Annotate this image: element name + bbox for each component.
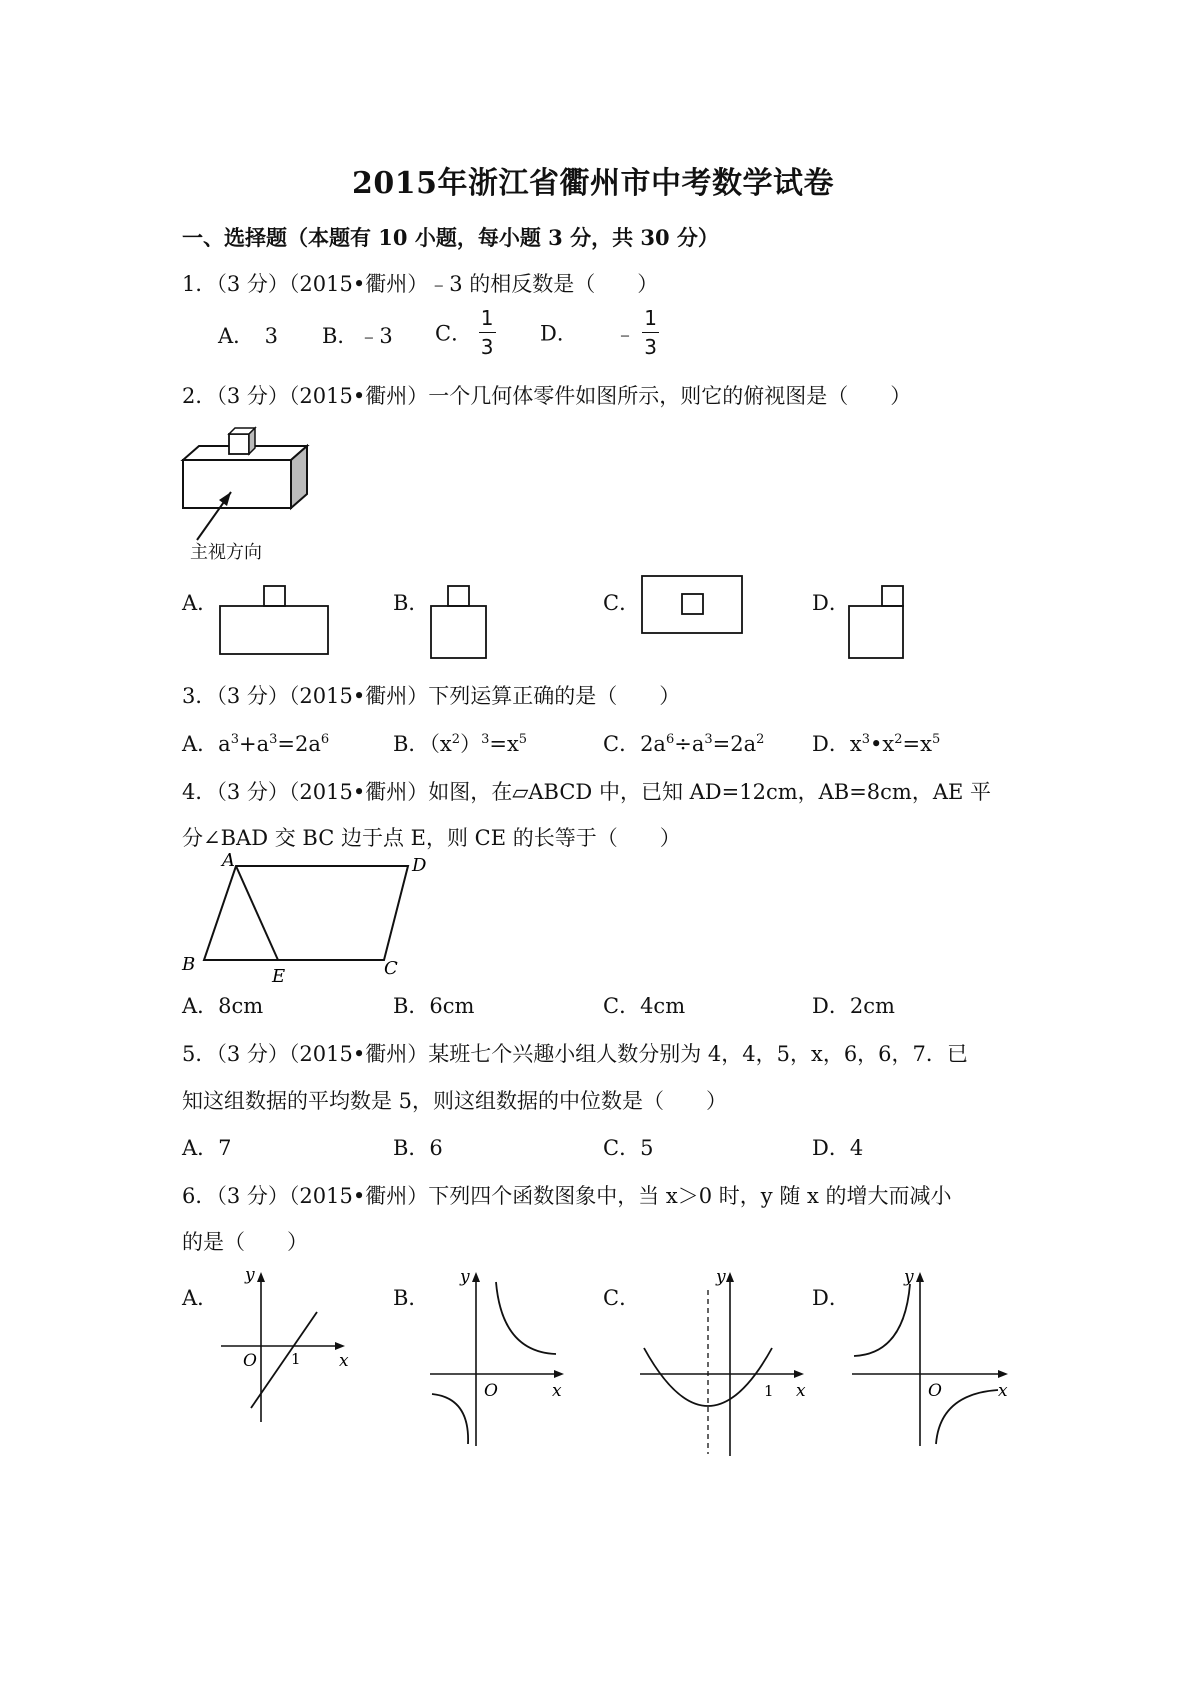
- svg-text:y: y: [245, 1265, 255, 1285]
- question-6-option-a: A．: [182, 1286, 219, 1310]
- vertex-label-c: C: [384, 958, 398, 979]
- question-1-option-a: A． 3: [218, 324, 279, 348]
- question-4-option-d: D．2cm: [812, 994, 895, 1018]
- svg-text:1: 1: [764, 1382, 774, 1400]
- question-6-stem-line-2: 的是（ ）: [182, 1230, 308, 1254]
- option-label: D．: [540, 321, 578, 346]
- option-c-shape: [638, 572, 748, 637]
- question-5-option-d: D．4: [812, 1136, 864, 1160]
- page-title: 2015年浙江省衢州市中考数学试卷: [352, 166, 834, 201]
- question-6-option-c: C．: [603, 1286, 641, 1310]
- graph-d-inverse: [848, 1262, 1028, 1452]
- question-5-option-c: C．5: [603, 1136, 654, 1160]
- question-4-stem-line-2: 分∠BAD 交 BC 边于点 E，则 CE 的长等于（ ）: [182, 826, 681, 850]
- question-4-option-a: A．8cm: [182, 994, 264, 1018]
- option-a-shape: [218, 580, 333, 660]
- svg-text:1: 1: [291, 1350, 301, 1368]
- svg-text:O: O: [928, 1381, 942, 1401]
- question-5-stem-line-1: 5．（3 分）（2015•衢州）某班七个兴趣小组人数分别为 4，4，5，x，6，6，7．已: [182, 1042, 968, 1066]
- graph-b-inverse: [426, 1262, 576, 1452]
- svg-text:x: x: [552, 1381, 562, 1401]
- question-2-stem: 2．（3 分）（2015•衢州）一个几何体零件如图所示，则它的俯视图是（ ）: [182, 384, 912, 408]
- figure-caption: 主视方向: [190, 542, 262, 563]
- question-4-option-b: B．6cm: [393, 994, 475, 1018]
- question-1-stem: 1．（3 分）（2015•衢州）﹣3 的相反数是（ ）: [182, 272, 659, 296]
- svg-text:y: y: [904, 1267, 914, 1287]
- option-d-shape: [846, 580, 916, 662]
- question-3-option-d: D．$x^3•x^2=x^5$: [812, 732, 941, 756]
- question-1-option-b: B．﹣3: [322, 324, 393, 348]
- option-b-shape: [428, 580, 498, 662]
- option-label: C．: [435, 321, 473, 346]
- question-3-option-b: B．$(x^2)^3=x^5$: [393, 732, 528, 756]
- question-2-option-d: D．: [812, 591, 850, 615]
- question-6-option-d: D．: [812, 1286, 850, 1310]
- svg-text:O: O: [484, 1381, 498, 1401]
- question-1-option-c: [435, 308, 496, 357]
- question-6-option-b: B．: [393, 1286, 430, 1310]
- question-5-option-a: A．7: [182, 1136, 232, 1160]
- question-2-option-b: B．: [393, 591, 430, 615]
- vertex-label-d: D: [412, 855, 427, 876]
- svg-text:x: x: [339, 1351, 349, 1371]
- minus-sign: ﹣: [614, 321, 636, 346]
- question-3-option-a: A．$a^3+a^3=2a^6$: [182, 732, 330, 756]
- section-heading: 一、选择题（本题有 10 小题，每小题 3 分，共 30 分）: [182, 225, 719, 250]
- question-5-stem-line-2: 知这组数据的平均数是 5，则这组数据的中位数是（ ）: [182, 1089, 728, 1113]
- question-3-option-c: C．$2a^6\div a^3=2a^2$: [603, 732, 765, 756]
- question-3-stem: 3．（3 分）（2015•衢州）下列运算正确的是（ ）: [182, 684, 681, 708]
- svg-text:y: y: [716, 1267, 726, 1287]
- svg-text:O: O: [243, 1351, 257, 1371]
- fraction: $\frac{1}{3}$: [480, 306, 494, 359]
- question-4-parallelogram-figure: [178, 852, 438, 987]
- svg-text:x: x: [796, 1381, 806, 1401]
- fraction: $\frac{1}{3}$: [644, 306, 657, 359]
- svg-text:x: x: [998, 1381, 1008, 1401]
- question-6-stem-line-1: 6．（3 分）（2015•衢州）下列四个函数图象中，当 x＞0 时，y 随 x 的增大而减小: [182, 1184, 952, 1208]
- svg-text:y: y: [460, 1267, 470, 1287]
- question-2-option-a: A．: [182, 591, 219, 615]
- question-1-option-d: [540, 308, 659, 357]
- graph-a-linear: [215, 1262, 355, 1432]
- vertex-label-e: E: [272, 966, 286, 987]
- graph-c-parabola: [636, 1262, 816, 1462]
- question-4-option-c: C．4cm: [603, 994, 686, 1018]
- question-2-option-c: C．: [603, 591, 641, 615]
- vertex-label-a: A: [222, 852, 235, 871]
- question-5-option-b: B．6: [393, 1136, 443, 1160]
- vertex-label-b: B: [182, 954, 196, 975]
- question-4-stem-line-1: 4．（3 分）（2015•衢州）如图，在▱ABCD 中，已知 AD=12cm，AB=8cm，AE 平: [182, 780, 992, 804]
